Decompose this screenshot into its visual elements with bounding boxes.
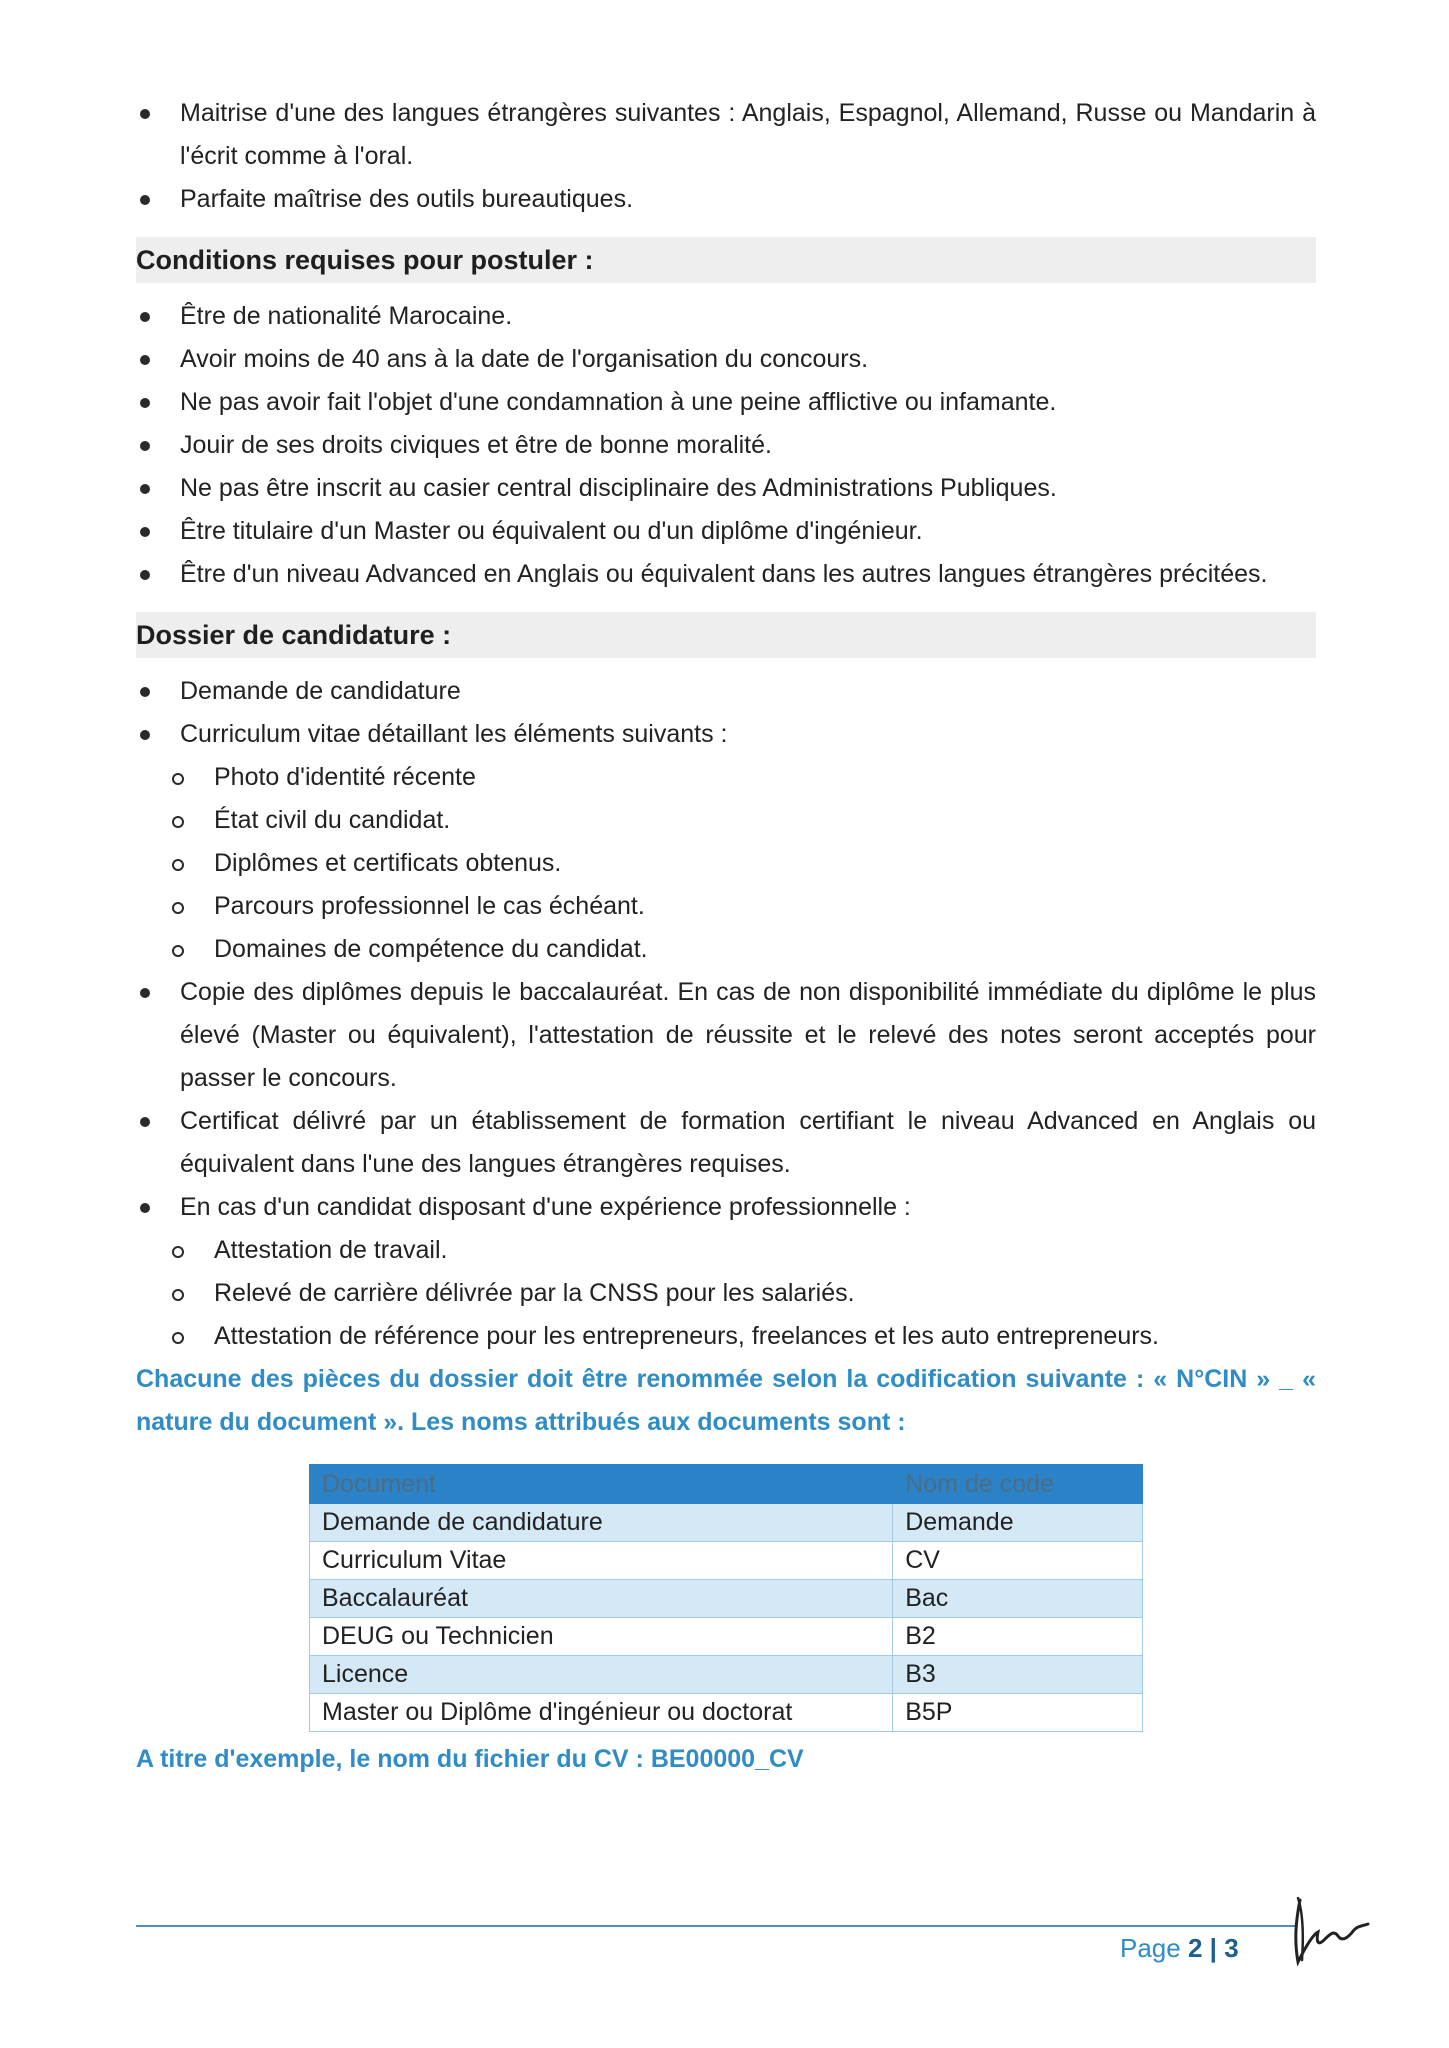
example-note: A titre d'exemple, le nom du fichier du CV : BE00000_CV xyxy=(136,1745,804,1773)
list-item: Certificat délivré par un établissement de formation certifiant le niveau Advanced en Anglais ou équivalent dans l'une des langues étrangères requises. xyxy=(136,1100,1316,1186)
sub-list-item: Parcours professionnel le cas échéant. xyxy=(136,885,1316,928)
page-separator: | xyxy=(1209,1933,1217,1963)
table-cell: Curriculum Vitae xyxy=(310,1542,893,1580)
list-item: Parfaite maîtrise des outils bureautiques. xyxy=(136,178,1316,221)
conditions-list xyxy=(136,295,1316,596)
list-item: Curriculum vitae détaillant les éléments suivants : xyxy=(136,713,1316,756)
table-row xyxy=(310,1580,1143,1618)
table-cell: B2 xyxy=(893,1618,1143,1656)
table-cell: Baccalauréat xyxy=(310,1580,893,1618)
sub-list-item: Attestation de référence pour les entrepreneurs, freelances et les auto entrepreneurs. xyxy=(136,1315,1316,1358)
table-cell: Master ou Diplôme d'ingénieur ou doctorat xyxy=(310,1694,893,1732)
table-cell: DEUG ou Technicien xyxy=(310,1618,893,1656)
sub-list-item: Relevé de carrière délivrée par la CNSS pour les salariés. xyxy=(136,1272,1316,1315)
sub-list-item: Attestation de travail. xyxy=(136,1229,1316,1272)
page-label: Page xyxy=(1120,1933,1181,1963)
list-item: Ne pas avoir fait l'objet d'une condamnation à une peine afflictive ou infamante. xyxy=(136,381,1316,424)
column-header-code: Nom de code xyxy=(893,1465,1143,1504)
list-item: En cas d'un candidat disposant d'une expérience professionnelle : xyxy=(136,1186,1316,1229)
footer-divider xyxy=(136,1925,1296,1927)
table-cell: B3 xyxy=(893,1656,1143,1694)
conditions-heading: Conditions requises pour postuler : xyxy=(136,237,1316,283)
sub-list-item: État civil du candidat. xyxy=(136,799,1316,842)
table-cell: Licence xyxy=(310,1656,893,1694)
table-row xyxy=(310,1694,1143,1732)
sub-list-item: Photo d'identité récente xyxy=(136,756,1316,799)
sub-list-item: Diplômes et certificats obtenus. xyxy=(136,842,1316,885)
table-row xyxy=(310,1656,1143,1694)
list-item: Ne pas être inscrit au casier central disciplinaire des Administrations Publiques. xyxy=(136,467,1316,510)
list-item: Être de nationalité Marocaine. xyxy=(136,295,1316,338)
list-item: Demande de candidature xyxy=(136,670,1316,713)
table-cell: B5P xyxy=(893,1694,1143,1732)
sub-list-item: Domaines de compétence du candidat. xyxy=(136,928,1316,971)
page-content xyxy=(136,92,1316,1781)
page-number xyxy=(1120,1933,1239,1964)
list-item: Maitrise d'une des langues étrangères suivantes : Anglais, Espagnol, Allemand, Russe ou Mandarin à l'écrit comme à l'oral. xyxy=(136,92,1316,178)
table-header-row xyxy=(310,1465,1143,1504)
table-row xyxy=(310,1542,1143,1580)
document-codes-table xyxy=(309,1464,1143,1732)
table-cell: CV xyxy=(893,1542,1143,1580)
experience-docs-list xyxy=(136,1229,1316,1358)
dossier-list-continued xyxy=(136,971,1316,1229)
list-item: Avoir moins de 40 ans à la date de l'organisation du concours. xyxy=(136,338,1316,381)
dossier-list xyxy=(136,670,1316,756)
naming-rule-note: Chacune des pièces du dossier doit être renommée selon la codification suivante : « N°CIN » _ « nature du document ». Les noms attribués aux documents sont : xyxy=(136,1365,1316,1436)
list-item: Copie des diplômes depuis le baccalauréat. En cas de non disponibilité immédiate du diplôme le plus élevé (Master ou équivalent), l'attestation de réussite et le relevé des notes seront acceptés pour passer le concours. xyxy=(136,971,1316,1100)
table-row xyxy=(310,1618,1143,1656)
signature-icon xyxy=(1282,1890,1382,1970)
list-item: Jouir de ses droits civiques et être de bonne moralité. xyxy=(136,424,1316,467)
table-cell: Bac xyxy=(893,1580,1143,1618)
list-item: Être d'un niveau Advanced en Anglais ou équivalent dans les autres langues étrangères précitées. xyxy=(136,553,1316,596)
cv-elements-list xyxy=(136,756,1316,971)
table-row xyxy=(310,1504,1143,1542)
page-current: 2 xyxy=(1187,1933,1203,1963)
dossier-heading: Dossier de candidature : xyxy=(136,612,1316,658)
column-header-document: Document xyxy=(310,1465,893,1504)
page-total: 3 xyxy=(1224,1933,1239,1963)
language-skills-list xyxy=(136,92,1316,221)
list-item: Être titulaire d'un Master ou équivalent ou d'un diplôme d'ingénieur. xyxy=(136,510,1316,553)
table-cell: Demande xyxy=(893,1504,1143,1542)
table-cell: Demande de candidature xyxy=(310,1504,893,1542)
